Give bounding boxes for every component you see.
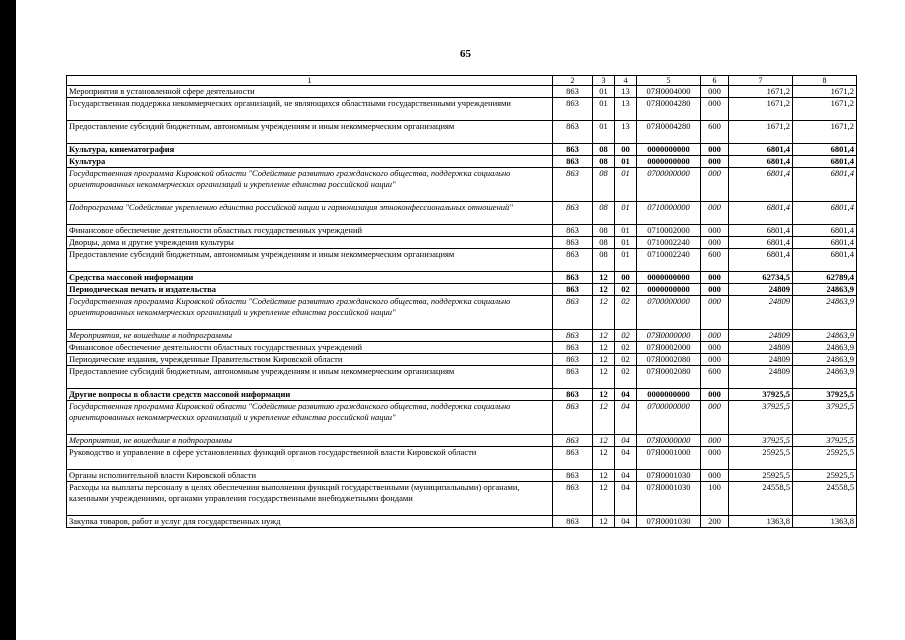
amount-year1-cell: 24809	[729, 342, 793, 354]
table-row	[67, 516, 857, 528]
amount-year1-cell: 24809	[729, 284, 793, 296]
amount-year1-cell: 6801,4	[729, 202, 793, 225]
subsection-code-cell: 01	[615, 156, 637, 168]
section-code-cell: 12	[593, 389, 615, 401]
amount-year1-cell: 24809	[729, 296, 793, 330]
amount-year2-cell: 6801,4	[793, 225, 857, 237]
target-article-cell: 07Я0001000	[637, 447, 701, 470]
expense-type-cell: 600	[701, 121, 729, 144]
amount-year1-cell: 6801,4	[729, 156, 793, 168]
table-row	[67, 144, 857, 156]
subsection-code-cell: 01	[615, 202, 637, 225]
section-code-cell: 12	[593, 435, 615, 447]
ministry-code-cell: 863	[553, 330, 593, 342]
page-number: 65	[460, 48, 471, 60]
amount-year2-cell: 62789,4	[793, 272, 857, 284]
expense-type-cell: 000	[701, 401, 729, 435]
amount-year1-cell: 6801,4	[729, 168, 793, 202]
expense-type-cell: 000	[701, 435, 729, 447]
table-row	[67, 435, 857, 447]
amount-year1-cell: 24809	[729, 354, 793, 366]
target-article-cell: 0710002000	[637, 225, 701, 237]
expense-type-cell: 000	[701, 272, 729, 284]
ministry-code-cell: 863	[553, 98, 593, 121]
amount-year2-cell: 6801,4	[793, 249, 857, 272]
header-row	[67, 76, 857, 86]
amount-year2-cell: 24863,9	[793, 366, 857, 389]
section-code-cell: 12	[593, 401, 615, 435]
section-code-cell: 01	[593, 121, 615, 144]
target-article-cell: 07Я0002080	[637, 366, 701, 389]
ministry-code-cell: 863	[553, 272, 593, 284]
row-name-cell: Государственная программа Кировской области "Содействие развитию гражданского общества, поддержка социально ориентированных некоммерческих организаций и укрепление единства российской нации"	[67, 296, 553, 330]
row-name-cell: Предоставление субсидий бюджетным, автономным учреждениям и иным некоммерческим организациям	[67, 121, 553, 144]
target-article-cell: 07Я0002000	[637, 342, 701, 354]
section-code-cell: 12	[593, 272, 615, 284]
target-article-cell: 0000000000	[637, 144, 701, 156]
target-article-cell: 0000000000	[637, 284, 701, 296]
expense-type-cell: 000	[701, 330, 729, 342]
table-row	[67, 237, 857, 249]
ministry-code-cell: 863	[553, 354, 593, 366]
target-article-cell: 0700000000	[637, 401, 701, 435]
table-row	[67, 447, 857, 470]
target-article-cell: 0700000000	[637, 168, 701, 202]
header-cell: 6	[701, 76, 729, 86]
expense-type-cell: 000	[701, 342, 729, 354]
amount-year2-cell: 6801,4	[793, 144, 857, 156]
table-row	[67, 330, 857, 342]
ministry-code-cell: 863	[553, 121, 593, 144]
row-name-cell: Финансовое обеспечение деятельности областных государственных учреждений	[67, 225, 553, 237]
subsection-code-cell: 04	[615, 470, 637, 482]
table-row	[67, 389, 857, 401]
target-article-cell: 0000000000	[637, 156, 701, 168]
amount-year1-cell: 1671,2	[729, 121, 793, 144]
target-article-cell: 07Я0004000	[637, 86, 701, 98]
table-row	[67, 354, 857, 366]
row-name-cell: Руководство и управление в сфере установленных функций органов государственной власти Кировской области	[67, 447, 553, 470]
expense-type-cell: 000	[701, 98, 729, 121]
subsection-code-cell: 04	[615, 516, 637, 528]
row-name-cell: Предоставление субсидий бюджетным, автономным учреждениям и иным некоммерческим организациям	[67, 249, 553, 272]
ministry-code-cell: 863	[553, 249, 593, 272]
expense-type-cell: 000	[701, 389, 729, 401]
subsection-code-cell: 13	[615, 86, 637, 98]
section-code-cell: 08	[593, 249, 615, 272]
section-code-cell: 01	[593, 98, 615, 121]
table-row	[67, 156, 857, 168]
amount-year2-cell: 24863,9	[793, 284, 857, 296]
amount-year2-cell: 6801,4	[793, 168, 857, 202]
target-article-cell: 07Я0000000	[637, 435, 701, 447]
amount-year2-cell: 24863,9	[793, 354, 857, 366]
ministry-code-cell: 863	[553, 389, 593, 401]
expense-type-cell: 000	[701, 156, 729, 168]
row-name-cell: Расходы на выплаты персоналу в целях обеспечения выполнения функций государственными (муниципальными) органами, казенными учреждениями, органами управления государственными внебюджетными фондами	[67, 482, 553, 516]
row-name-cell: Государственная программа Кировской области "Содействие развитию гражданского общества, поддержка социально ориентированных некоммерческих организаций и укрепление единства российской нации"	[67, 401, 553, 435]
subsection-code-cell: 02	[615, 296, 637, 330]
expense-type-cell: 000	[701, 284, 729, 296]
target-article-cell: 0710002240	[637, 249, 701, 272]
section-code-cell: 01	[593, 86, 615, 98]
scan-edge-bar	[0, 0, 16, 640]
amount-year1-cell: 6801,4	[729, 144, 793, 156]
section-code-cell: 08	[593, 237, 615, 249]
expense-type-cell: 000	[701, 202, 729, 225]
table-row	[67, 342, 857, 354]
ministry-code-cell: 863	[553, 447, 593, 470]
expense-type-cell: 000	[701, 296, 729, 330]
amount-year1-cell: 24809	[729, 366, 793, 389]
table-row	[67, 366, 857, 389]
row-name-cell: Закупка товаров, работ и услуг для государственных нужд	[67, 516, 553, 528]
row-name-cell: Культура	[67, 156, 553, 168]
table-row	[67, 202, 857, 225]
row-name-cell: Другие вопросы в области средств массовой информации	[67, 389, 553, 401]
amount-year1-cell: 24558,5	[729, 482, 793, 516]
header-cell: 3	[593, 76, 615, 86]
ministry-code-cell: 863	[553, 202, 593, 225]
subsection-code-cell: 02	[615, 366, 637, 389]
amount-year2-cell: 6801,4	[793, 202, 857, 225]
subsection-code-cell: 04	[615, 435, 637, 447]
target-article-cell: 07Я0001030	[637, 516, 701, 528]
ministry-code-cell: 863	[553, 342, 593, 354]
table-row	[67, 470, 857, 482]
ministry-code-cell: 863	[553, 296, 593, 330]
amount-year1-cell: 62734,5	[729, 272, 793, 284]
header-cell: 2	[553, 76, 593, 86]
expense-type-cell: 100	[701, 482, 729, 516]
amount-year1-cell: 6801,4	[729, 249, 793, 272]
section-code-cell: 12	[593, 366, 615, 389]
ministry-code-cell: 863	[553, 516, 593, 528]
subsection-code-cell: 04	[615, 401, 637, 435]
row-name-cell: Мероприятия в установленной сфере деятельности	[67, 86, 553, 98]
header-cell: 8	[793, 76, 857, 86]
section-code-cell: 12	[593, 447, 615, 470]
amount-year1-cell: 6801,4	[729, 237, 793, 249]
amount-year1-cell: 25925,5	[729, 447, 793, 470]
ministry-code-cell: 863	[553, 225, 593, 237]
ministry-code-cell: 863	[553, 366, 593, 389]
subsection-code-cell: 02	[615, 284, 637, 296]
header-cell: 1	[67, 76, 553, 86]
subsection-code-cell: 04	[615, 447, 637, 470]
ministry-code-cell: 863	[553, 482, 593, 516]
expense-type-cell: 000	[701, 225, 729, 237]
row-name-cell: Органы исполнительной власти Кировской области	[67, 470, 553, 482]
amount-year2-cell: 24863,9	[793, 296, 857, 330]
subsection-code-cell: 00	[615, 144, 637, 156]
subsection-code-cell: 04	[615, 389, 637, 401]
subsection-code-cell: 02	[615, 342, 637, 354]
subsection-code-cell: 01	[615, 168, 637, 202]
expense-type-cell: 000	[701, 86, 729, 98]
ministry-code-cell: 863	[553, 168, 593, 202]
target-article-cell: 0700000000	[637, 296, 701, 330]
amount-year2-cell: 1671,2	[793, 98, 857, 121]
table-row	[67, 98, 857, 121]
target-article-cell: 07Я0001030	[637, 482, 701, 516]
section-code-cell: 08	[593, 144, 615, 156]
ministry-code-cell: 863	[553, 144, 593, 156]
amount-year1-cell: 1671,2	[729, 86, 793, 98]
section-code-cell: 12	[593, 482, 615, 516]
subsection-code-cell: 02	[615, 354, 637, 366]
section-code-cell: 08	[593, 156, 615, 168]
header-cell: 5	[637, 76, 701, 86]
ministry-code-cell: 863	[553, 86, 593, 98]
table-row	[67, 272, 857, 284]
ministry-code-cell: 863	[553, 435, 593, 447]
budget-table	[66, 75, 857, 528]
subsection-code-cell: 02	[615, 330, 637, 342]
amount-year1-cell: 37925,5	[729, 401, 793, 435]
amount-year1-cell: 24809	[729, 330, 793, 342]
target-article-cell: 07Я0001030	[637, 470, 701, 482]
target-article-cell: 07Я0002080	[637, 354, 701, 366]
expense-type-cell: 000	[701, 144, 729, 156]
row-name-cell: Предоставление субсидий бюджетным, автономным учреждениям и иным некоммерческим организациям	[67, 366, 553, 389]
target-article-cell: 07Я0000000	[637, 330, 701, 342]
row-name-cell: Подпрограмма "Содействие укреплению единства российской нации и гармонизация этноконфессиональных отношений"	[67, 202, 553, 225]
target-article-cell: 0710000000	[637, 202, 701, 225]
amount-year2-cell: 37925,5	[793, 435, 857, 447]
subsection-code-cell: 00	[615, 272, 637, 284]
amount-year1-cell: 37925,5	[729, 435, 793, 447]
expense-type-cell: 600	[701, 249, 729, 272]
amount-year2-cell: 24863,9	[793, 330, 857, 342]
row-name-cell: Периодические издания, учрежденные Правительством Кировской области	[67, 354, 553, 366]
section-code-cell: 08	[593, 202, 615, 225]
table-row	[67, 249, 857, 272]
amount-year2-cell: 6801,4	[793, 156, 857, 168]
section-code-cell: 12	[593, 284, 615, 296]
row-name-cell: Мероприятия, не вошедшие в подпрограммы	[67, 435, 553, 447]
amount-year2-cell: 37925,5	[793, 401, 857, 435]
row-name-cell: Периодическая печать и издательства	[67, 284, 553, 296]
target-article-cell: 07Я0004280	[637, 98, 701, 121]
row-name-cell: Дворцы, дома и другие учреждения культуры	[67, 237, 553, 249]
table-row	[67, 296, 857, 330]
table-row	[67, 225, 857, 237]
target-article-cell: 07Я0004280	[637, 121, 701, 144]
table-row	[67, 168, 857, 202]
table-row	[67, 121, 857, 144]
amount-year2-cell: 25925,5	[793, 447, 857, 470]
row-name-cell: Финансовое обеспечение деятельности областных государственных учреждений	[67, 342, 553, 354]
table-row	[67, 401, 857, 435]
expense-type-cell: 000	[701, 470, 729, 482]
header-cell: 4	[615, 76, 637, 86]
subsection-code-cell: 01	[615, 249, 637, 272]
amount-year2-cell: 24863,9	[793, 342, 857, 354]
table-row	[67, 482, 857, 516]
amount-year2-cell: 25925,5	[793, 470, 857, 482]
target-article-cell: 0000000000	[637, 389, 701, 401]
table-row	[67, 284, 857, 296]
expense-type-cell: 000	[701, 354, 729, 366]
subsection-code-cell: 04	[615, 482, 637, 516]
subsection-code-cell: 01	[615, 237, 637, 249]
expense-type-cell: 000	[701, 447, 729, 470]
amount-year2-cell: 24558,5	[793, 482, 857, 516]
target-article-cell: 0000000000	[637, 272, 701, 284]
target-article-cell: 0710002240	[637, 237, 701, 249]
section-code-cell: 12	[593, 516, 615, 528]
amount-year1-cell: 6801,4	[729, 225, 793, 237]
section-code-cell: 12	[593, 342, 615, 354]
section-code-cell: 12	[593, 470, 615, 482]
expense-type-cell: 600	[701, 366, 729, 389]
subsection-code-cell: 01	[615, 225, 637, 237]
amount-year2-cell: 37925,5	[793, 389, 857, 401]
section-code-cell: 08	[593, 225, 615, 237]
row-name-cell: Мероприятия, не вошедшие в подпрограммы	[67, 330, 553, 342]
ministry-code-cell: 863	[553, 470, 593, 482]
row-name-cell: Культура, кинематография	[67, 144, 553, 156]
expense-type-cell: 000	[701, 237, 729, 249]
amount-year2-cell: 1671,2	[793, 121, 857, 144]
ministry-code-cell: 863	[553, 156, 593, 168]
ministry-code-cell: 863	[553, 284, 593, 296]
subsection-code-cell: 13	[615, 98, 637, 121]
table-row	[67, 86, 857, 98]
section-code-cell: 12	[593, 296, 615, 330]
row-name-cell: Средства массовой информации	[67, 272, 553, 284]
amount-year1-cell: 37925,5	[729, 389, 793, 401]
amount-year2-cell: 1671,2	[793, 86, 857, 98]
expense-type-cell: 000	[701, 168, 729, 202]
section-code-cell: 12	[593, 330, 615, 342]
subsection-code-cell: 13	[615, 121, 637, 144]
amount-year2-cell: 1363,8	[793, 516, 857, 528]
row-name-cell: Государственная программа Кировской области "Содействие развитию гражданского общества, поддержка социально ориентированных некоммерческих организаций и укрепление единства российской нации"	[67, 168, 553, 202]
ministry-code-cell: 863	[553, 237, 593, 249]
amount-year1-cell: 1671,2	[729, 98, 793, 121]
amount-year2-cell: 6801,4	[793, 237, 857, 249]
row-name-cell: Государственная поддержка некоммерческих организаций, не являющихся областными государственными учреждениями	[67, 98, 553, 121]
section-code-cell: 12	[593, 354, 615, 366]
amount-year1-cell: 1363,8	[729, 516, 793, 528]
expense-type-cell: 200	[701, 516, 729, 528]
section-code-cell: 08	[593, 168, 615, 202]
ministry-code-cell: 863	[553, 401, 593, 435]
amount-year1-cell: 25925,5	[729, 470, 793, 482]
header-cell: 7	[729, 76, 793, 86]
